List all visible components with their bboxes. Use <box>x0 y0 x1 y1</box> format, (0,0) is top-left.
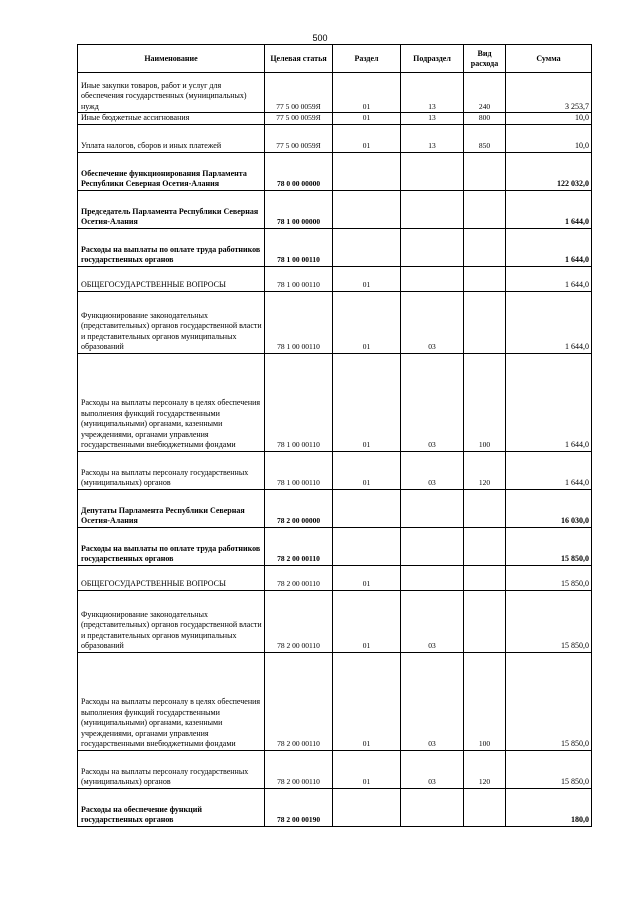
table-row <box>78 527 592 565</box>
row-name: Расходы на обеспечение функций государственных органов <box>78 788 265 826</box>
table-header-row <box>78 45 592 73</box>
table-row <box>78 489 592 527</box>
row-target-article: 78 0 00 00000 <box>265 152 333 190</box>
header-target-article: Целевая статья <box>265 45 333 73</box>
row-name: Функционирование законодательных (представительных) органов государственной власти и представительных органов муниципальных образований <box>78 590 265 652</box>
row-target-article: 78 2 00 00110 <box>265 590 333 652</box>
row-name: ОБЩЕГОСУДАРСТВЕННЫЕ ВОПРОСЫ <box>78 266 265 291</box>
row-sum: 15 850,0 <box>506 652 592 750</box>
row-section: 01 <box>333 113 401 125</box>
row-subsection <box>401 527 464 565</box>
row-subsection: 03 <box>401 353 464 451</box>
row-section <box>333 152 401 190</box>
table-row <box>78 228 592 266</box>
row-subsection: 13 <box>401 73 464 113</box>
row-target-article: 77 5 00 0059Я <box>265 124 333 152</box>
row-sum: 3 253,7 <box>506 73 592 113</box>
row-expense-type: 100 <box>464 353 506 451</box>
row-expense-type: 100 <box>464 652 506 750</box>
row-name: Расходы на выплаты персоналу государственных (муниципальных) органов <box>78 750 265 788</box>
row-expense-type <box>464 190 506 228</box>
row-sum: 15 850,0 <box>506 590 592 652</box>
row-target-article: 78 2 00 00190 <box>265 788 333 826</box>
row-section <box>333 788 401 826</box>
row-section: 01 <box>333 291 401 353</box>
row-name: Расходы на выплаты персоналу в целях обеспечения выполнения функций государственными (муниципальными) органами, казенными учреждениями, органами управления государственными внебюджетными фондами <box>78 652 265 750</box>
header-subsection: Подраздел <box>401 45 464 73</box>
row-section <box>333 527 401 565</box>
row-section: 01 <box>333 73 401 113</box>
row-subsection <box>401 489 464 527</box>
row-subsection <box>401 152 464 190</box>
row-target-article: 78 1 00 00110 <box>265 291 333 353</box>
page-number: 500 <box>312 33 328 43</box>
row-target-article: 78 1 00 00110 <box>265 266 333 291</box>
row-section: 01 <box>333 750 401 788</box>
row-subsection: 03 <box>401 451 464 489</box>
row-sum: 1 644,0 <box>506 190 592 228</box>
row-target-article: 78 2 00 00110 <box>265 565 333 590</box>
row-subsection <box>401 565 464 590</box>
row-expense-type <box>464 152 506 190</box>
table-row <box>78 190 592 228</box>
row-name: Иные бюджетные ассигнования <box>78 113 265 125</box>
row-target-article: 78 1 00 00110 <box>265 228 333 266</box>
row-section: 01 <box>333 266 401 291</box>
row-expense-type <box>464 228 506 266</box>
row-sum: 1 644,0 <box>506 291 592 353</box>
row-expense-type: 120 <box>464 750 506 788</box>
row-expense-type <box>464 489 506 527</box>
row-sum: 180,0 <box>506 788 592 826</box>
row-expense-type: 240 <box>464 73 506 113</box>
row-expense-type <box>464 291 506 353</box>
row-section <box>333 489 401 527</box>
row-sum: 1 644,0 <box>506 266 592 291</box>
header-expense-type: Вид расхода <box>464 45 506 73</box>
row-target-article: 78 1 00 00110 <box>265 353 333 451</box>
row-sum: 1 644,0 <box>506 228 592 266</box>
row-subsection: 03 <box>401 590 464 652</box>
row-target-article: 78 2 00 00110 <box>265 527 333 565</box>
row-name: Функционирование законодательных (представительных) органов государственной власти и представительных органов муниципальных образований <box>78 291 265 353</box>
table-row <box>78 124 592 152</box>
row-target-article: 78 1 00 00000 <box>265 190 333 228</box>
table-row <box>78 113 592 125</box>
row-sum: 15 850,0 <box>506 565 592 590</box>
row-subsection: 13 <box>401 124 464 152</box>
row-subsection <box>401 788 464 826</box>
table-row <box>78 652 592 750</box>
row-subsection: 03 <box>401 652 464 750</box>
row-target-article: 77 5 00 0059Я <box>265 73 333 113</box>
table-row <box>78 788 592 826</box>
row-sum: 10,0 <box>506 124 592 152</box>
table-row <box>78 353 592 451</box>
row-expense-type <box>464 527 506 565</box>
row-name: Расходы на выплаты персоналу государственных (муниципальных) органов <box>78 451 265 489</box>
row-subsection <box>401 190 464 228</box>
row-section: 01 <box>333 652 401 750</box>
row-sum: 10,0 <box>506 113 592 125</box>
table-row <box>78 73 592 113</box>
row-section: 01 <box>333 451 401 489</box>
table-row <box>78 291 592 353</box>
row-name: ОБЩЕГОСУДАРСТВЕННЫЕ ВОПРОСЫ <box>78 565 265 590</box>
row-target-article: 78 2 00 00000 <box>265 489 333 527</box>
row-sum: 15 850,0 <box>506 750 592 788</box>
row-name: Расходы на выплаты персоналу в целях обеспечения выполнения функций государственными (муниципальными) органами, казенными учреждениями, органами управления государственными внебюджетными фондами <box>78 353 265 451</box>
row-subsection: 03 <box>401 291 464 353</box>
table-row <box>78 565 592 590</box>
header-section: Раздел <box>333 45 401 73</box>
row-subsection: 03 <box>401 750 464 788</box>
row-expense-type <box>464 788 506 826</box>
row-section <box>333 190 401 228</box>
row-expense-type <box>464 590 506 652</box>
row-subsection <box>401 228 464 266</box>
row-expense-type: 850 <box>464 124 506 152</box>
table-row <box>78 590 592 652</box>
row-sum: 1 644,0 <box>506 451 592 489</box>
row-expense-type: 800 <box>464 113 506 125</box>
header-sum: Сумма <box>506 45 592 73</box>
row-name: Председатель Парламента Республики Северная Осетия-Алания <box>78 190 265 228</box>
row-subsection <box>401 266 464 291</box>
table-row <box>78 266 592 291</box>
row-expense-type <box>464 565 506 590</box>
row-sum: 15 850,0 <box>506 527 592 565</box>
row-name: Расходы на выплаты по оплате труда работников государственных органов <box>78 228 265 266</box>
row-sum: 122 032,0 <box>506 152 592 190</box>
row-section: 01 <box>333 565 401 590</box>
budget-table <box>77 44 592 827</box>
row-target-article: 78 2 00 00110 <box>265 750 333 788</box>
row-expense-type <box>464 266 506 291</box>
row-name: Уплата налогов, сборов и иных платежей <box>78 124 265 152</box>
row-target-article: 78 1 00 00110 <box>265 451 333 489</box>
table-row <box>78 451 592 489</box>
row-section: 01 <box>333 590 401 652</box>
row-sum: 16 030,0 <box>506 489 592 527</box>
table-row <box>78 750 592 788</box>
row-sum: 1 644,0 <box>506 353 592 451</box>
row-target-article: 77 5 00 0059Я <box>265 113 333 125</box>
row-section: 01 <box>333 124 401 152</box>
row-name: Обеспечение функционирования Парламента Республики Северная Осетия-Алания <box>78 152 265 190</box>
table-row <box>78 152 592 190</box>
row-subsection: 13 <box>401 113 464 125</box>
row-name: Иные закупки товаров, работ и услуг для обеспечения государственных (муниципальных) нужд <box>78 73 265 113</box>
row-expense-type: 120 <box>464 451 506 489</box>
row-name: Расходы на выплаты по оплате труда работников государственных органов <box>78 527 265 565</box>
row-name: Депутаты Парламента Республики Северная Осетия-Алания <box>78 489 265 527</box>
row-section <box>333 228 401 266</box>
row-target-article: 78 2 00 00110 <box>265 652 333 750</box>
header-name: Наименование <box>78 45 265 73</box>
row-section: 01 <box>333 353 401 451</box>
